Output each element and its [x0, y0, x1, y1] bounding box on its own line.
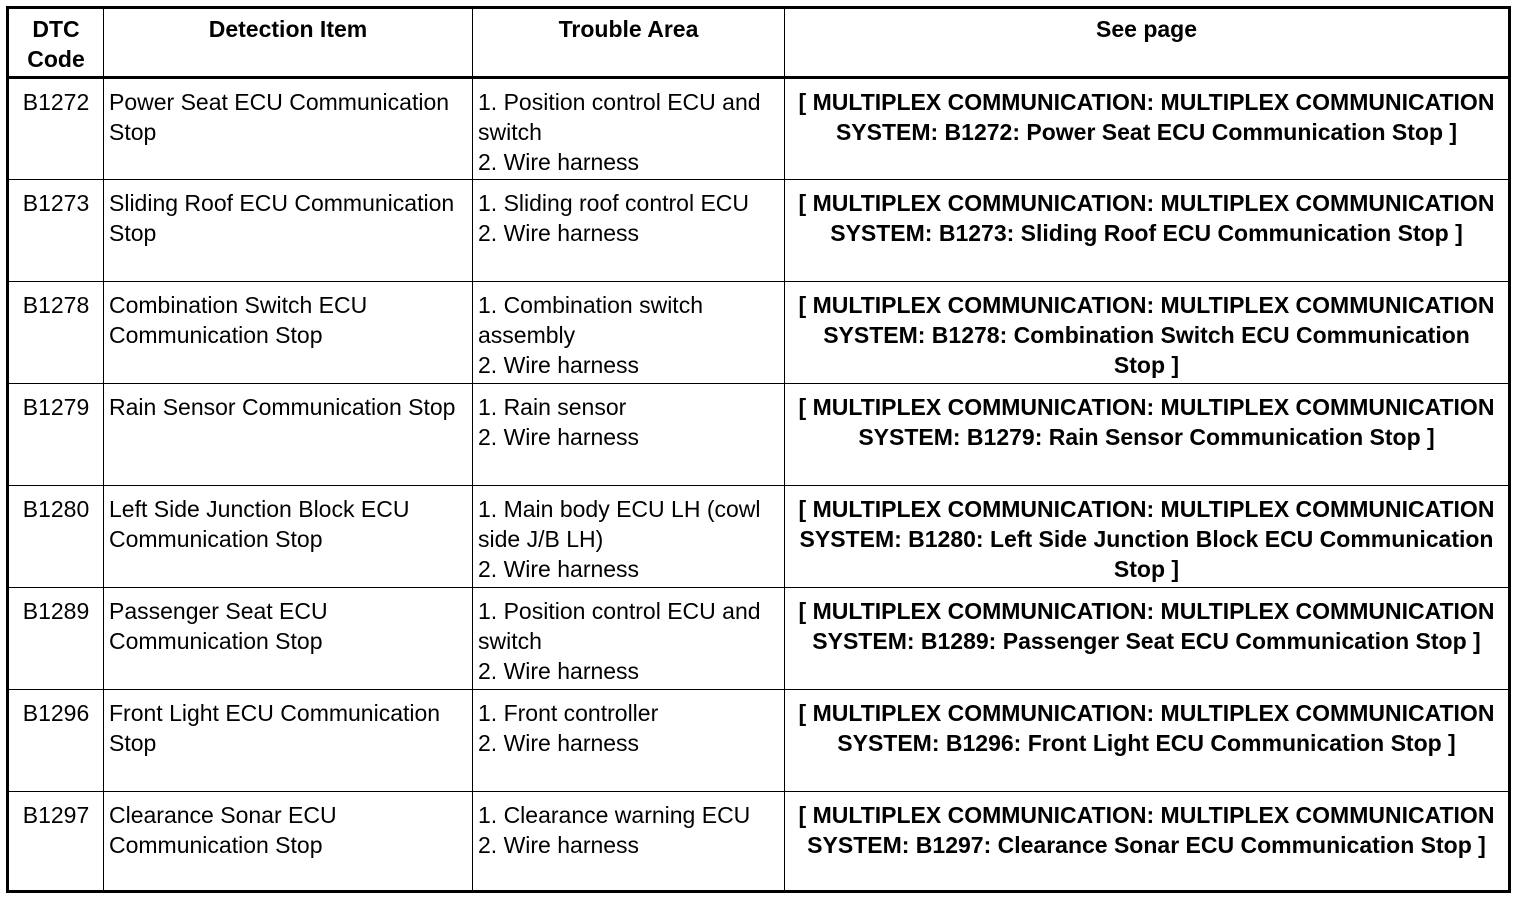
trouble-area-line: 2. Wire harness	[478, 556, 640, 582]
table-row	[8, 486, 1510, 588]
table-row	[8, 588, 1510, 690]
trouble-area-cell	[473, 384, 785, 486]
dtc-code-cell: B1279	[8, 384, 104, 486]
trouble-area-line: 1. Position control ECU and switch	[478, 89, 761, 145]
trouble-area-line: 2. Wire harness	[478, 658, 640, 684]
detection-item-cell: Left Side Junction Block ECU Communication Stop	[104, 486, 473, 588]
see-page-link[interactable]: [ MULTIPLEX COMMUNICATION: MULTIPLEX COMMUNICATION SYSTEM: B1296: Front Light ECU Communication Stop ]	[785, 690, 1510, 792]
header-see-page: See page	[785, 8, 1510, 78]
header-detection-item: Detection Item	[104, 8, 473, 78]
table-row	[8, 792, 1510, 892]
see-page-link[interactable]: [ MULTIPLEX COMMUNICATION: MULTIPLEX COMMUNICATION SYSTEM: B1297: Clearance Sonar ECU Communication Stop ]	[785, 792, 1510, 892]
trouble-area-cell	[473, 588, 785, 690]
table-row	[8, 690, 1510, 792]
see-page-link[interactable]: [ MULTIPLEX COMMUNICATION: MULTIPLEX COMMUNICATION SYSTEM: B1279: Rain Sensor Communication Stop ]	[785, 384, 1510, 486]
trouble-area-line: 2. Wire harness	[478, 352, 640, 378]
table-row	[8, 78, 1510, 180]
dtc-code-cell: B1278	[8, 282, 104, 384]
header-row	[8, 8, 1510, 78]
trouble-area-line: 1. Front controller	[478, 700, 659, 726]
dtc-code-cell: B1272	[8, 78, 104, 180]
detection-item-cell: Front Light ECU Communication Stop	[104, 690, 473, 792]
trouble-area-line: 2. Wire harness	[478, 832, 640, 858]
table-body	[8, 78, 1510, 892]
trouble-area-line: 1. Combination switch assembly	[478, 292, 703, 348]
trouble-area-line: 1. Position control ECU and switch	[478, 598, 761, 654]
see-page-link[interactable]: [ MULTIPLEX COMMUNICATION: MULTIPLEX COMMUNICATION SYSTEM: B1278: Combination Switch ECU Communication Stop ]	[785, 282, 1510, 384]
trouble-area-cell	[473, 486, 785, 588]
table-row	[8, 180, 1510, 282]
see-page-link[interactable]: [ MULTIPLEX COMMUNICATION: MULTIPLEX COMMUNICATION SYSTEM: B1280: Left Side Junction Block ECU Communication Stop ]	[785, 486, 1510, 588]
detection-item-cell: Clearance Sonar ECU Communication Stop	[104, 792, 473, 892]
trouble-area-line: 1. Rain sensor	[478, 394, 627, 420]
trouble-area-line: 1. Main body ECU LH (cowl side J/B LH)	[478, 496, 761, 552]
detection-item-cell: Power Seat ECU Communication Stop	[104, 78, 473, 180]
detection-item-cell: Passenger Seat ECU Communication Stop	[104, 588, 473, 690]
table-header	[8, 8, 1510, 78]
trouble-area-line: 1. Clearance warning ECU	[478, 802, 751, 828]
detection-item-cell: Rain Sensor Communication Stop	[104, 384, 473, 486]
see-page-link[interactable]: [ MULTIPLEX COMMUNICATION: MULTIPLEX COMMUNICATION SYSTEM: B1273: Sliding Roof ECU Communication Stop ]	[785, 180, 1510, 282]
see-page-link[interactable]: [ MULTIPLEX COMMUNICATION: MULTIPLEX COMMUNICATION SYSTEM: B1289: Passenger Seat ECU Communication Stop ]	[785, 588, 1510, 690]
trouble-area-cell	[473, 78, 785, 180]
table-row	[8, 282, 1510, 384]
see-page-link[interactable]: [ MULTIPLEX COMMUNICATION: MULTIPLEX COMMUNICATION SYSTEM: B1272: Power Seat ECU Communication Stop ]	[785, 78, 1510, 180]
dtc-code-cell: B1289	[8, 588, 104, 690]
header-dtc-code-line2: Code	[27, 46, 85, 72]
detection-item-cell: Combination Switch ECU Communication Stop	[104, 282, 473, 384]
trouble-area-cell	[473, 180, 785, 282]
trouble-area-cell	[473, 690, 785, 792]
table-row	[8, 384, 1510, 486]
detection-item-cell: Sliding Roof ECU Communication Stop	[104, 180, 473, 282]
trouble-area-line: 2. Wire harness	[478, 424, 640, 450]
trouble-area-cell	[473, 282, 785, 384]
trouble-area-line: 1. Sliding roof control ECU	[478, 190, 750, 216]
trouble-area-line: 2. Wire harness	[478, 149, 640, 175]
dtc-code-cell: B1280	[8, 486, 104, 588]
header-trouble-area: Trouble Area	[473, 8, 785, 78]
dtc-code-cell: B1297	[8, 792, 104, 892]
trouble-area-cell	[473, 792, 785, 892]
dtc-code-cell: B1296	[8, 690, 104, 792]
header-dtc-code-line1: DTC	[32, 16, 80, 42]
trouble-area-line: 2. Wire harness	[478, 220, 640, 246]
header-dtc-code	[8, 8, 104, 78]
dtc-table	[6, 6, 1511, 893]
trouble-area-line: 2. Wire harness	[478, 730, 640, 756]
dtc-code-cell: B1273	[8, 180, 104, 282]
